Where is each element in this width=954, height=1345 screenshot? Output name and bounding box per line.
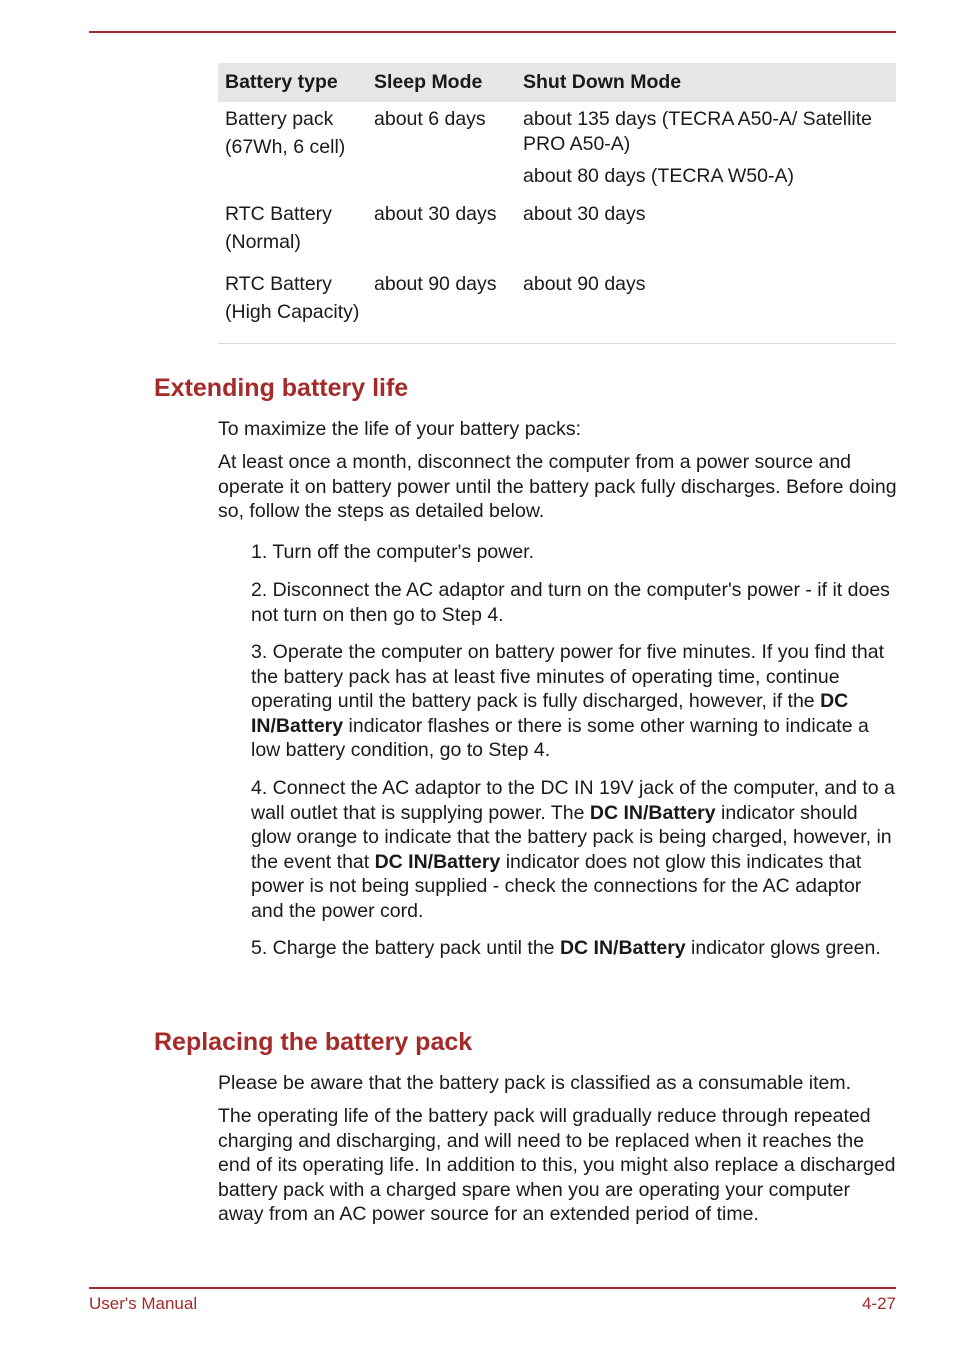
- step-4: 4. Connect the AC adaptor to the DC IN 19V jack of the computer, and to a wall outlet that is supplying power. The DC IN/Battery indicator should glow orange to indicate that the battery pack is being charged, however, in the event that DC IN/Battery indicator does not glow this indicates that power is not being supplied - check the connections for the AC adaptor and the power cord.: [251, 777, 895, 922]
- table-header-cell: Battery type: [218, 63, 367, 102]
- table-cell: [218, 267, 367, 344]
- table-header-cell: Shut Down Mode: [516, 63, 896, 102]
- table-row: [218, 197, 896, 267]
- battery-type-line: RTC Battery: [225, 203, 332, 225]
- footer-manual-title: User's Manual: [89, 1294, 198, 1313]
- table-cell: about 30 days: [374, 203, 497, 225]
- table-cell: about 90 days: [367, 267, 516, 344]
- battery-life-table: [218, 63, 896, 344]
- step-3: 3. Operate the computer on battery power for five minutes. If you find that the battery pack has at least five minutes of operating time, continue operating until the battery pack is fully discharged, however, if the DC IN/Battery indicator flashes or there is some other warning to indicate a low battery condition, go to Step 4.: [251, 641, 884, 761]
- consumable-paragraph: Please be aware that the battery pack is classified as a consumable item.: [218, 1072, 851, 1094]
- battery-type-line: (High Capacity): [225, 301, 360, 323]
- monthly-discharge-paragraph: At least once a month, disconnect the computer from a power source and operate it on battery power until the battery pack fully discharges. Before doing so, follow the steps as detailed below.: [218, 451, 897, 522]
- table-header-row: [218, 63, 896, 102]
- table-row: [218, 267, 896, 344]
- shutdown-line: about 80 days (TECRA W50-A): [523, 165, 794, 187]
- battery-type-line: (Normal): [225, 231, 301, 253]
- indicator-name: DC IN/Battery: [559, 937, 686, 959]
- intro-paragraph: To maximize the life of your battery packs:: [218, 418, 582, 440]
- table-cell: [516, 102, 896, 197]
- battery-type-line: Battery pack: [225, 108, 334, 130]
- footer-page-number: 4-27: [861, 1294, 896, 1313]
- section-title-extending: Extending battery life: [154, 374, 409, 402]
- table-header-cell: Sleep Mode: [367, 63, 516, 102]
- step-5: 5. Charge the battery pack until the DC IN/Battery indicator glows green.: [251, 937, 881, 959]
- step-1: 1. Turn off the computer's power.: [251, 541, 535, 563]
- header-rule: [89, 31, 896, 33]
- table-cell: about 30 days: [523, 203, 646, 225]
- step-2: 2. Disconnect the AC adaptor and turn on the computer's power - if it does not turn on then go to Step 4.: [251, 579, 890, 626]
- table-cell: [218, 197, 367, 267]
- indicator-name: DC IN/Battery: [589, 801, 716, 824]
- table-row: [218, 102, 896, 197]
- battery-type-line: (67Wh, 6 cell): [225, 136, 346, 158]
- shutdown-line: about 135 days (TECRA A50-A/ Satellite PRO A50-A): [523, 108, 873, 155]
- indicator-name: DC IN/Battery: [251, 690, 849, 737]
- operating-life-paragraph: The operating life of the battery pack will gradually reduce through repeated charging and discharging, and will need to be replaced when it reaches the end of its operating life. In addition to this, you might also replace a discharged battery pack with a charged spare when you are operating your computer away from an AC power source for an extended period of time.: [218, 1105, 896, 1225]
- table-cell: [218, 102, 367, 197]
- indicator-name: DC IN/Battery: [374, 850, 501, 873]
- battery-type-line: RTC Battery: [225, 273, 332, 295]
- table-cell: about 6 days: [374, 108, 486, 130]
- footer-rule: [89, 1287, 896, 1289]
- table-cell: about 90 days: [516, 267, 896, 344]
- section-title-replacing: Replacing the battery pack: [154, 1028, 473, 1056]
